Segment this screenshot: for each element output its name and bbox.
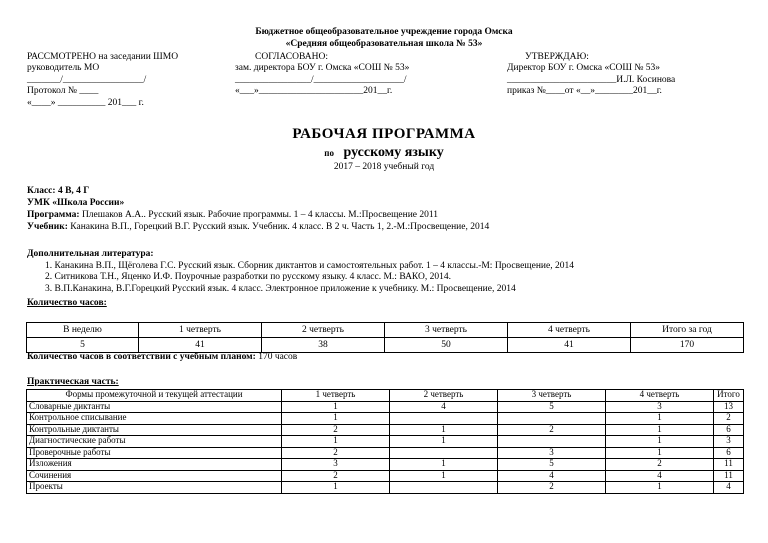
table-row <box>27 447 744 459</box>
literature-item: 3. В.П.Канакина, В.Г.Горецкий Русский язык. 4 класс. Электронное приложение к учебнику. М.: Просвещение, 2014 <box>45 283 516 294</box>
table-cell: 4 <box>498 470 606 482</box>
table-cell: 4 <box>714 482 744 494</box>
table-cell: 4 <box>390 401 498 413</box>
table-cell: 41 <box>508 338 631 353</box>
plan-hours-value: 170 часов <box>255 352 298 362</box>
table-header-row <box>27 390 744 402</box>
table-cell: 5 <box>27 338 139 353</box>
table-cell: 1 <box>390 470 498 482</box>
table-cell: 11 <box>714 459 744 471</box>
hours-table <box>26 322 744 353</box>
table-cell: 1 <box>282 436 390 448</box>
table-cell: Словарные диктанты <box>27 401 282 413</box>
table-cell <box>498 413 606 425</box>
table-cell: Контрольное списывание <box>27 413 282 425</box>
table-row <box>27 470 744 482</box>
table-header-cell: 3 четверть <box>385 323 508 338</box>
approval-right-line: Директор БОУ г. Омска «СОШ № 53» <box>507 63 661 74</box>
approval-left-line: «____» __________ 201___ г. <box>27 97 144 108</box>
table-header-cell: Итого за год <box>631 323 744 338</box>
table-cell <box>390 413 498 425</box>
textbook-line <box>27 222 489 233</box>
table-cell: Изложения <box>27 459 282 471</box>
table-cell: 3 <box>606 401 714 413</box>
program-line <box>27 210 438 221</box>
table-cell: 1 <box>390 436 498 448</box>
table-header-cell: 2 четверть <box>262 323 385 338</box>
table-cell: 38 <box>262 338 385 353</box>
table-header-cell: Формы промежуточной и текущей аттестации <box>27 390 282 402</box>
table-cell: 1 <box>390 424 498 436</box>
approval-left-line: Протокол № ____ <box>27 86 99 97</box>
approval-middle <box>235 52 409 98</box>
table-cell: 1 <box>282 401 390 413</box>
table-cell: 4 <box>606 470 714 482</box>
table-cell: 50 <box>385 338 508 353</box>
table-cell: 2 <box>282 424 390 436</box>
table-header-cell: 2 четверть <box>390 390 498 402</box>
subject-by: по <box>324 148 334 158</box>
literature-item: 1. Канакина В.П., Щёголева Г.С. Русский язык. Сборник диктантов и самостоятельных работ. 1 – 4 классы.-М: Просвещение, 2014 <box>45 261 574 271</box>
table-cell: 1 <box>606 424 714 436</box>
subject-line <box>0 145 768 162</box>
table-cell: 3 <box>714 436 744 448</box>
table-cell: 1 <box>282 482 390 494</box>
table-header-cell: Итого <box>714 390 744 402</box>
table-cell: 11 <box>714 470 744 482</box>
approval-right-line: _______________________И.Л. Косинова <box>507 74 676 85</box>
table-cell: 2 <box>714 413 744 425</box>
table-cell: 1 <box>390 459 498 471</box>
table-header-row <box>27 323 744 338</box>
table-row <box>27 424 744 436</box>
table-cell: 2 <box>282 470 390 482</box>
school-year: 2017 – 2018 учебный год <box>333 162 435 172</box>
table-cell: 2 <box>606 459 714 471</box>
umk-line: УМК «Школа России» <box>27 198 125 208</box>
approval-left-line: руководитель МО <box>27 63 100 74</box>
approval-middle-line: ________________/___________________/ <box>235 74 407 85</box>
table-cell: 1 <box>606 413 714 425</box>
table-cell: Контрольные диктанты <box>27 424 282 436</box>
approval-middle-line: СОГЛАСОВАНО: <box>255 52 328 62</box>
subject-name: русскому языку <box>343 145 444 160</box>
approval-middle-line: зам. директора БОУ г. Омска «СОШ № 53» <box>235 63 410 74</box>
school-name: «Средняя общеобразовательная школа № 53» <box>285 39 483 49</box>
textbook-label: Учебник: <box>27 222 68 232</box>
literature-heading: Дополнительная литература: <box>27 249 154 259</box>
table-cell: 2 <box>498 424 606 436</box>
plan-hours-line <box>27 352 297 363</box>
approval-left-line: РАССМОТРЕНО на заседании ШМО <box>27 52 179 62</box>
textbook-value: Канакина В.П., Горецкий В.Г. Русский язык. Учебник. 4 класс. В 2 ч. Часть 1, 2.-М.:Просвещение, 2014 <box>67 222 490 232</box>
plan-hours-label: Количество часов в соответствии с учебным планом: <box>27 352 256 362</box>
practical-heading: Практическая часть: <box>27 377 119 387</box>
table-header-cell: 1 четверть <box>139 323 262 338</box>
table-cell: 3 <box>498 447 606 459</box>
table-row <box>27 401 744 413</box>
practical-table <box>26 389 744 494</box>
class-line <box>27 186 89 197</box>
literature-item: 2. Ситникова Т.Н., Яценко И.Ф. Поурочные разработки по русскому языку. 4 класс. М.: ВАКО, 2014. <box>45 272 452 283</box>
document-title: РАБОЧАЯ ПРОГРАММА <box>292 126 476 142</box>
table-cell: 1 <box>606 447 714 459</box>
approval-middle-line: «___»______________________201__г. <box>235 86 393 97</box>
table-cell: 170 <box>631 338 744 353</box>
table-cell <box>390 482 498 494</box>
table-cell: 2 <box>498 482 606 494</box>
table-header-cell: 1 четверть <box>282 390 390 402</box>
table-cell: 2 <box>282 447 390 459</box>
table-cell <box>498 436 606 448</box>
table-row <box>27 436 744 448</box>
table-cell: 13 <box>714 401 744 413</box>
table-cell: 6 <box>714 424 744 436</box>
table-cell: 1 <box>282 413 390 425</box>
institution-name: Бюджетное общеобразовательное учреждение города Омска <box>255 27 513 37</box>
table-cell: 5 <box>498 401 606 413</box>
hours-heading: Количество часов: <box>27 298 107 308</box>
table-cell: 1 <box>606 436 714 448</box>
table-cell: 3 <box>282 459 390 471</box>
literature-list <box>45 261 574 295</box>
table-cell: Сочинения <box>27 470 282 482</box>
class-value: 4 В, 4 Г <box>55 186 90 196</box>
table-cell: 41 <box>139 338 262 353</box>
table-row <box>27 413 744 425</box>
table-cell: 1 <box>606 482 714 494</box>
program-value: Плешаков А.А.. Русский язык. Рабочие программы. 1 – 4 классы. М.:Просвещение 2011 <box>79 210 439 220</box>
approval-right-line: УТВЕРЖДАЮ: <box>525 52 589 62</box>
table-cell: Проверочные работы <box>27 447 282 459</box>
table-header-cell: 3 четверть <box>498 390 606 402</box>
table-header-cell: 4 четверть <box>606 390 714 402</box>
table-header-cell: 4 четверть <box>508 323 631 338</box>
table-cell: Проекты <box>27 482 282 494</box>
class-label: Класс: <box>27 186 56 196</box>
approval-left <box>27 52 178 109</box>
table-row <box>27 482 744 494</box>
table-cell: 6 <box>714 447 744 459</box>
table-cell: 5 <box>498 459 606 471</box>
table-cell: Диагностические работы <box>27 436 282 448</box>
table-row <box>27 338 744 353</box>
approval-left-line: _______/_________________/ <box>27 74 147 85</box>
table-cell <box>390 447 498 459</box>
program-label: Программа: <box>27 210 80 220</box>
table-row <box>27 459 744 471</box>
approval-right <box>507 52 675 98</box>
approval-right-line: приказ №____от «__»________201__г. <box>507 86 662 97</box>
table-header-cell: В неделю <box>27 323 139 338</box>
